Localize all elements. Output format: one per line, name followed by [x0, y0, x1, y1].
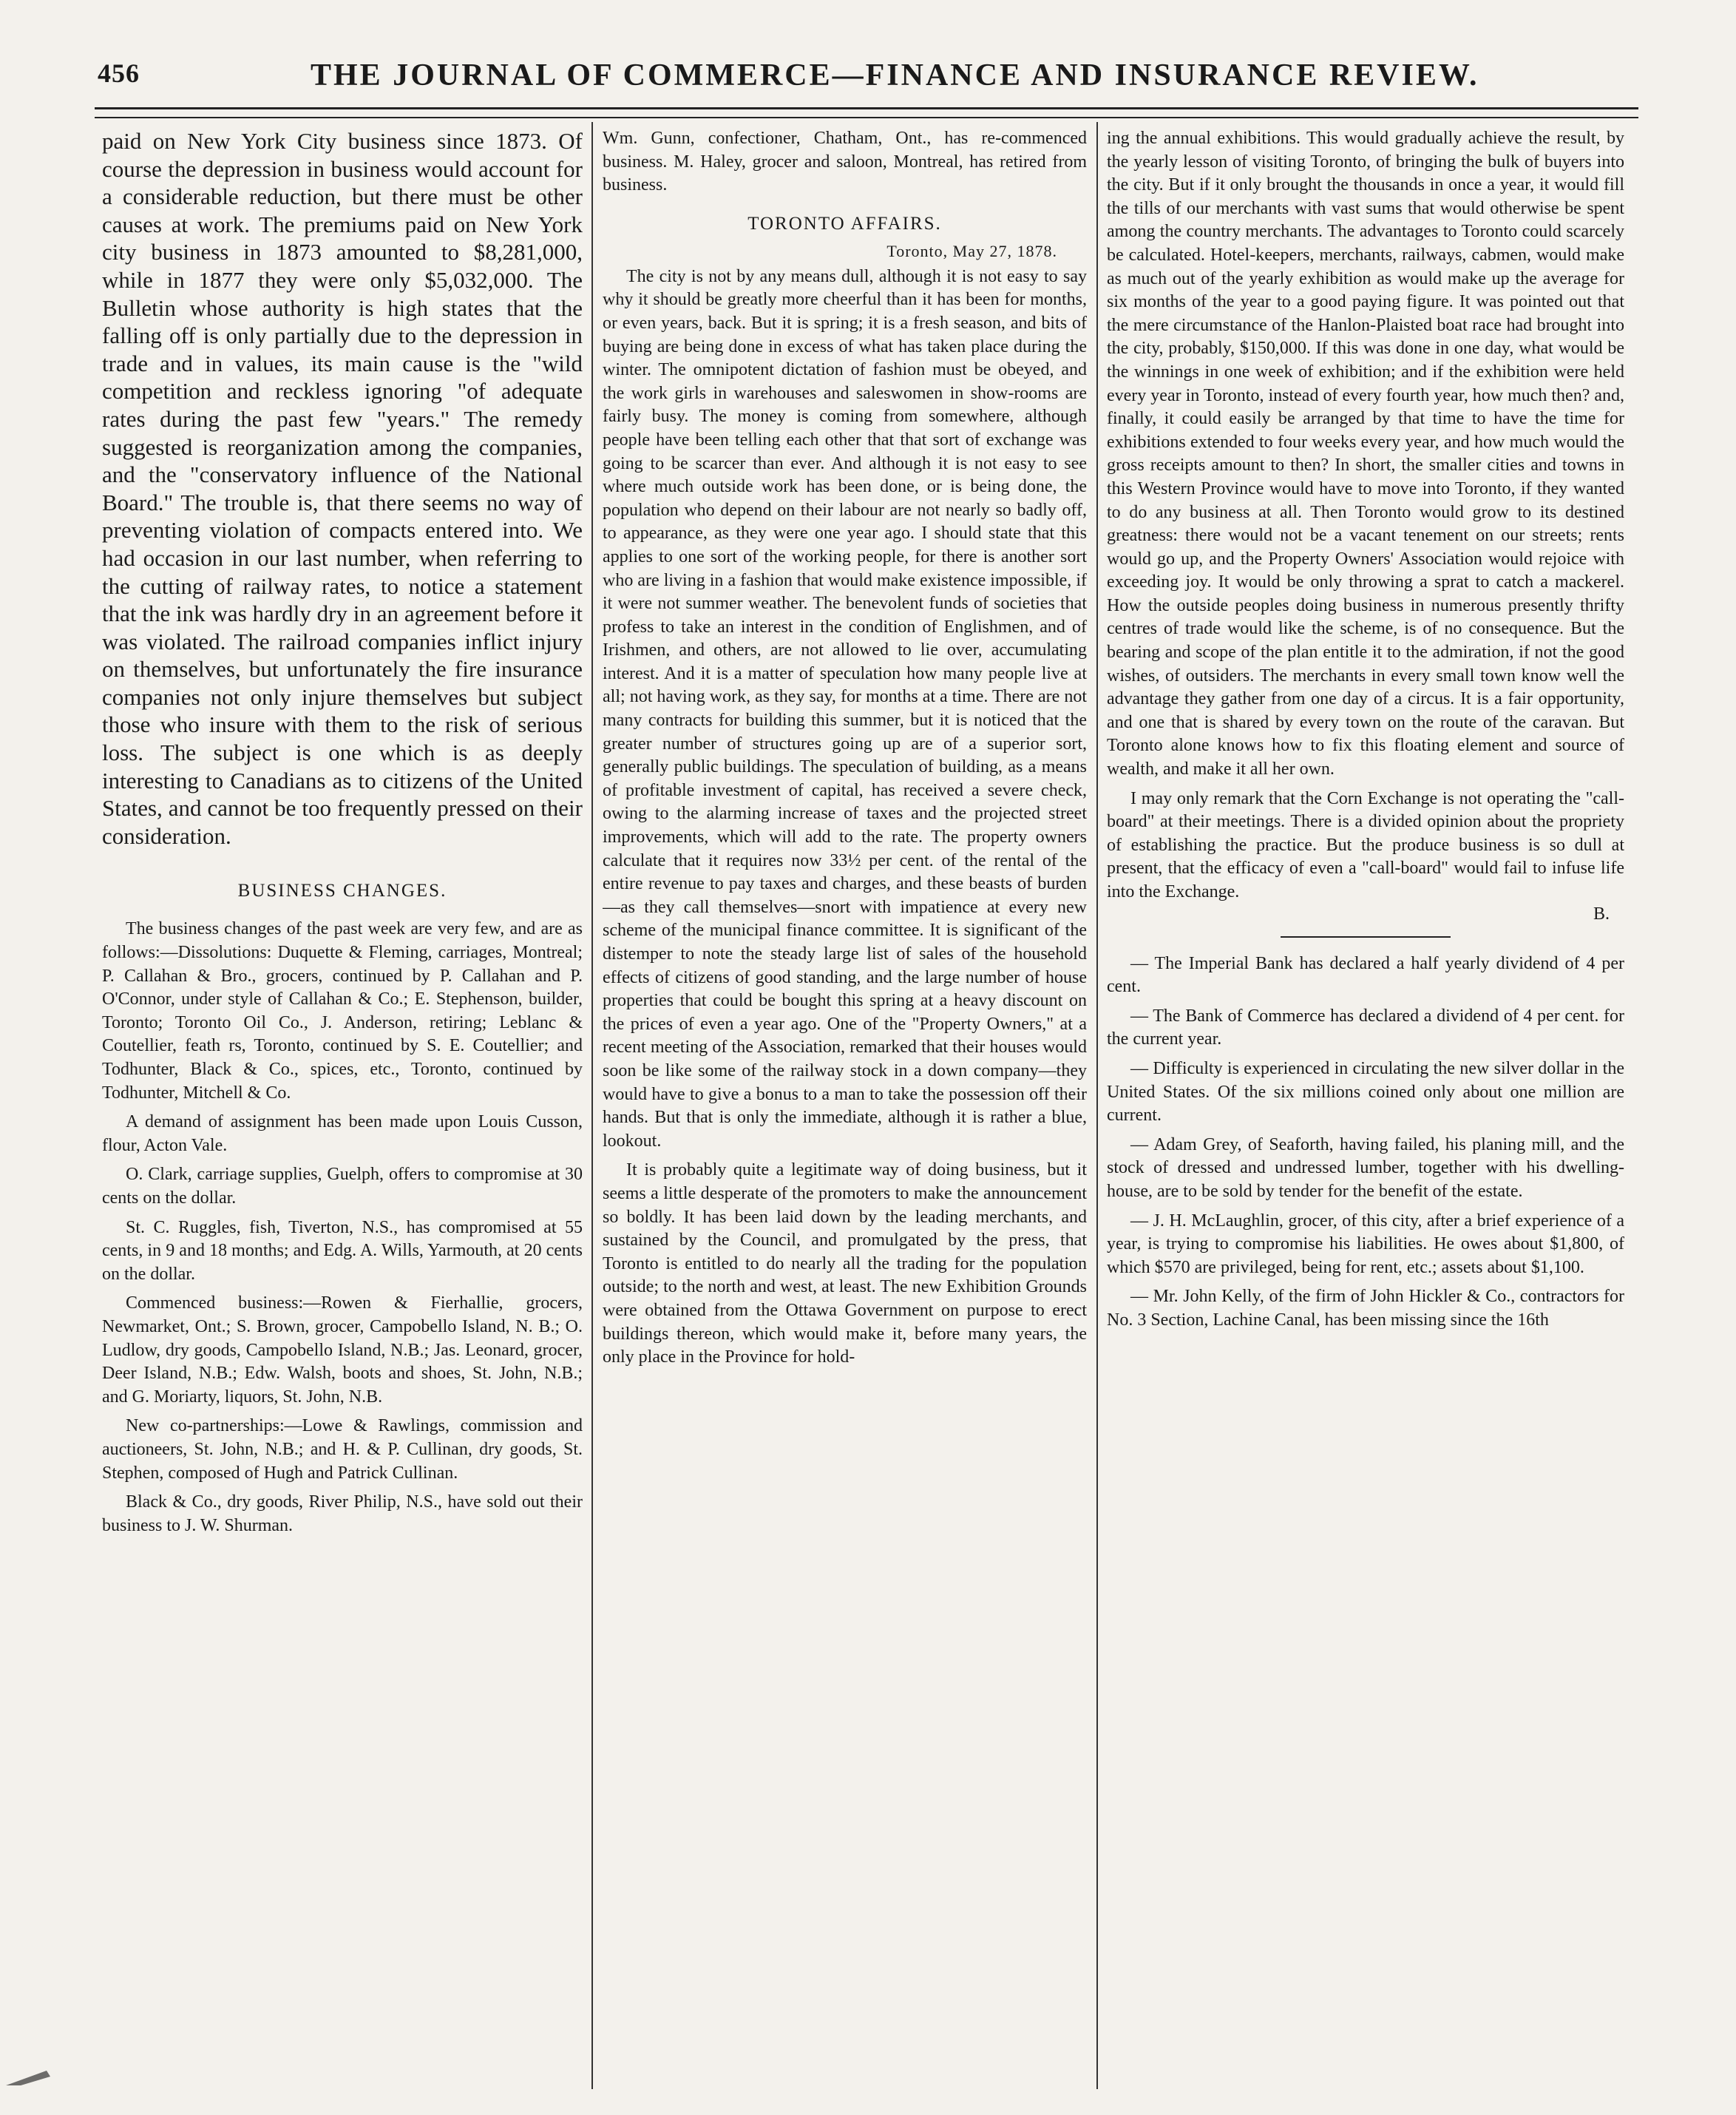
- business-changes-dissolutions: The business changes of the past week are very few, and are as follows:—Dissolutions: Duquette & Fleming, carriages, Montreal; P. Callahan & Bro., grocers, continued by P. Callahan and P. O'Connor, under style of Callahan & Co.; E. Stephenson, builder, Toronto; Toronto Oil Co., J. Anderson, retiring; Leblanc & Coutellier, feath rs, Toronto, continued by S. E. Coutellier; and Todhunter, Black & Co., spices, etc., Toronto, continued by Todhunter, Mitchell & Co.: [102, 919, 583, 1103]
- business-changes-compromise-ruggles: St. C. Ruggles, fish, Tiverton, N.S., has compromised at 55 cents, in 9 and 18 months; and Edg. A. Wills, Yarmouth, at 20 cents on the dollar.: [102, 1217, 583, 1284]
- column-middle: [603, 127, 1087, 2087]
- author-signature: B.: [1593, 904, 1610, 924]
- news-item-bank-of-commerce: — The Bank of Commerce has declared a dividend of 4 per cent. for the current year.: [1107, 1006, 1624, 1049]
- section-rule: [1281, 936, 1451, 938]
- journal-title: THE JOURNAL OF COMMERCE—FINANCE AND INSURANCE REVIEW.: [311, 58, 1479, 92]
- business-changes-assignment: A demand of assignment has been made upon Louis Cusson, flour, Acton Vale.: [102, 1112, 583, 1155]
- column-right: [1107, 127, 1624, 2087]
- toronto-affairs-dateline: Toronto, May 27, 1878.: [886, 241, 1057, 260]
- business-changes-continued: Wm. Gunn, confectioner, Chatham, Ont., has re-commenced business. M. Haley, grocer and saloon, Montreal, has retired from business.: [603, 129, 1087, 195]
- column-left: [102, 127, 583, 2087]
- business-changes-compromise-clark: O. Clark, carriage supplies, Guelph, offers to compromise at 30 cents on the dollar.: [102, 1165, 583, 1208]
- header-double-rule: [95, 107, 1638, 118]
- business-changes-heading: BUSINESS CHANGES.: [237, 881, 447, 901]
- column-divider-2: [1096, 122, 1098, 2089]
- business-changes-sold-out: Black & Co., dry goods, River Philip, N.S., have sold out their business to J. W. Shurman.: [102, 1492, 583, 1535]
- toronto-affairs-heading: TORONTO AFFAIRS.: [747, 213, 942, 234]
- toronto-affairs-paragraph-1: The city is not by any means dull, although it is not easy to say why it should be greatly more cheerful than it has been for months, or even years, back. But it is spring; it is a fresh season, and bits of buying are being done in excess of what has taken place during the winter. The omnipotent dictation of fashion must be obeyed, and the work girls in warehouses and saleswomen in show-rooms are fairly busy. The money is coming from somewhere, although people have been telling each other that that sort of exchange was going to be scarcer than ever. And although it is not easy to see where much outside work has been done, or is being done, the population who depend on their labour are not nearly so badly off, to appearance, as they were one year ago. I should state that this applies to one sort of the working people, for there is another sort who are living in a fashion that would make existence impossible, if it were not summer weather. The benevolent funds of societies that profess to take an interest in the condition of Englishmen, and of Irishmen, and others, are not allowed to lie over, accumulating interest. And it is a matter of speculation how many people live at all; not having work, as they say, for months at a time. There are not many contracts for building this summer, but it is noticed that the greater number of structures going up are of a superior sort, generally public buildings. The speculation of building, as a means of profitable investment of capital, has received a severe check, owing to the alarming increase of taxes and the projected street improvements, which will add to the rate. The property owners calculate that it requires now 33½ per cent. of the rental of the entire revenue to pay taxes and charges, and these beasts of burden —as they call themselves—snort with impatience at every new scheme of the municipal finance committee. It is significant of the distemper to note the steady large list of sales of the household effects of citizens of good standing, and the large number of house properties that could be bought this spring at a heavy discount on the prices of even a year ago. One of the "Property Owners," at a recent meeting of the Association, remarked that their houses would soon be like some of the railway stock in a down company—they would have to give a bonus to a man to take the possession off their hands. But that is only the immediate, although it is rather a blue, lookout.: [603, 266, 1087, 1151]
- news-item-adam-grey: — Adam Grey, of Seaforth, having failed, his planing mill, and the stock of dressed and undressed lumber, together with his dwelling-house, are to be sold by tender for the benefit of the estate.: [1107, 1134, 1624, 1201]
- column-divider-1: [591, 122, 593, 2089]
- business-changes-copartnerships: New co-partnerships:—Lowe & Rawlings, commission and auctioneers, St. John, N.B.; and H. & P. Cullinan, dry goods, St. Stephen, composed of Hugh and Patrick Cullinan.: [102, 1416, 583, 1483]
- news-item-mclaughlin: — J. H. McLaughlin, grocer, of this city, after a brief experience of a year, is trying to compromise his liabilities. He owes about $1,800, of which $570 are privileged, being for rent, etc.; assets about $1,100.: [1107, 1211, 1624, 1277]
- toronto-affairs-paragraph-2: It is probably quite a legitimate way of doing business, but it seems a little desperate of the promoters to make the announcement so boldly. It has been laid down by the leading merchants, and sustained by the Council, and promulgated by the press, that Toronto is entitled to do nearly all the trading for the population outside; to the north and west, at least. The new Exhibition Grounds were obtained from the Ottawa Government on purpose to erect buildings thereon, which would make it, before many years, the only place in the Province for hold-: [603, 1160, 1087, 1367]
- business-changes-commenced: Commenced business:—Rowen & Fierhallie, grocers, Newmarket, Ont.; S. Brown, grocer, Campobello Island, N. B.; O. Ludlow, dry goods, Campobello Island, N.B.; Jas. Leonard, grocer, Deer Island, N.B.; Edw. Walsh, boots and shoes, St. John, N.B.; and G. Moriarty, liquors, St. John, N.B.: [102, 1293, 583, 1407]
- toronto-affairs-paragraph-2-continued: ing the annual exhibitions. This would gradually achieve the result, by the yearly lesson of visiting Toronto, of bringing the bulk of buyers into the city. But if it only brought the thousands in once a year, it would fill the tills of our merchants with vast sums that would otherwise be spent among the country merchants. The advantages to Toronto could scarcely be calculated. Hotel-keepers, merchants, railways, cabmen, would make as much out of the yearly exhibition as would make up the average for six months of the year to a good paying figure. It was pointed out that the mere circumstance of the Hanlon-Plaisted boat race had brought into the city, probably, $150,000. If this was done in one day, what would be the winnings in one week of exhibition; and if the exhibition were held every year in Toronto, instead of every fourth year, how much then? and, finally, it could easily be arranged by that time to have the time for exhibitions extended to four weeks every year, and how much would the gross receipts amount to then? In short, the smaller cities and towns in this Western Province would have to move into Toronto, if they wanted to do any business at all. Then Toronto would grow to its destined greatness: there would not be a vacant tenement on our streets; rents would go up, and the Property Owners' Association would rejoice with exceeding joy. It would be only throwing a sprat to catch a mackerel. How the outside peoples doing business in numerous presently thrifty centres of trade would like the scheme, is of no consequence. But the bearing and scope of the plan entitle it to the admiration, if not the good wishes, of outsiders. The merchants in every small town know well the advantage they gather from one day of a circus. It is a fair opportunity, and one that is shared by every town on the route of the caravan. But Toronto alone knows how to fix this floating element and source of wealth, and make it all her own.: [1107, 129, 1624, 779]
- news-item-john-kelly: — Mr. John Kelly, of the firm of John Hickler & Co., contractors for No. 3 Section, Lachine Canal, has been missing since the 16th: [1107, 1287, 1624, 1330]
- page-smudge: [6, 2063, 58, 2093]
- news-item-imperial-bank: — The Imperial Bank has declared a half yearly dividend of 4 per cent.: [1107, 953, 1624, 997]
- news-item-silver-dollar: — Difficulty is experienced in circulating the new silver dollar in the United States. Of the six millions coined only about one million are current.: [1107, 1058, 1624, 1126]
- page-number: 456: [98, 58, 140, 88]
- page-header: [89, 58, 1641, 95]
- corn-exchange-paragraph: I may only remark that the Corn Exchange is not operating the "call-board" at their meetings. There is a divided opinion about the propriety of establishing the practice. But the produce business is so dull at present, that the efficacy of even a "call-board" would fail to infuse life into the Exchange.: [1107, 788, 1624, 901]
- insurance-article-text: paid on New York City business since 1873. Of course the depression in business would account for a considerable reduction, but there must be other causes at work. The premiums paid on New York city business in 1873 amounted to $8,281,000, while in 1877 they were only $5,032,000. The Bulletin whose authority is high states that the falling off is only partially due to the depression in trade and in values, its main cause is the "wild competition and reckless ignoring "of adequate rates during the past few "years." The remedy suggested is reorganization among the companies, and the "conservatory influence of the National Board." The trouble is, that there seems no way of preventing violation of compacts entered into. We had occasion in our last number, when referring to the cutting of railway rates, to notice a statement that the ink was hardly dry in an agreement before it was violated. The railroad companies inflict injury on themselves, but unfortunately the fire insurance companies not only injure themselves but subject those who insure with them to the risk of serious loss. The subject is one which is as deeply interesting to Canadians as to citizens of the United States, and cannot be too frequently pressed on their consideration.: [102, 128, 583, 849]
